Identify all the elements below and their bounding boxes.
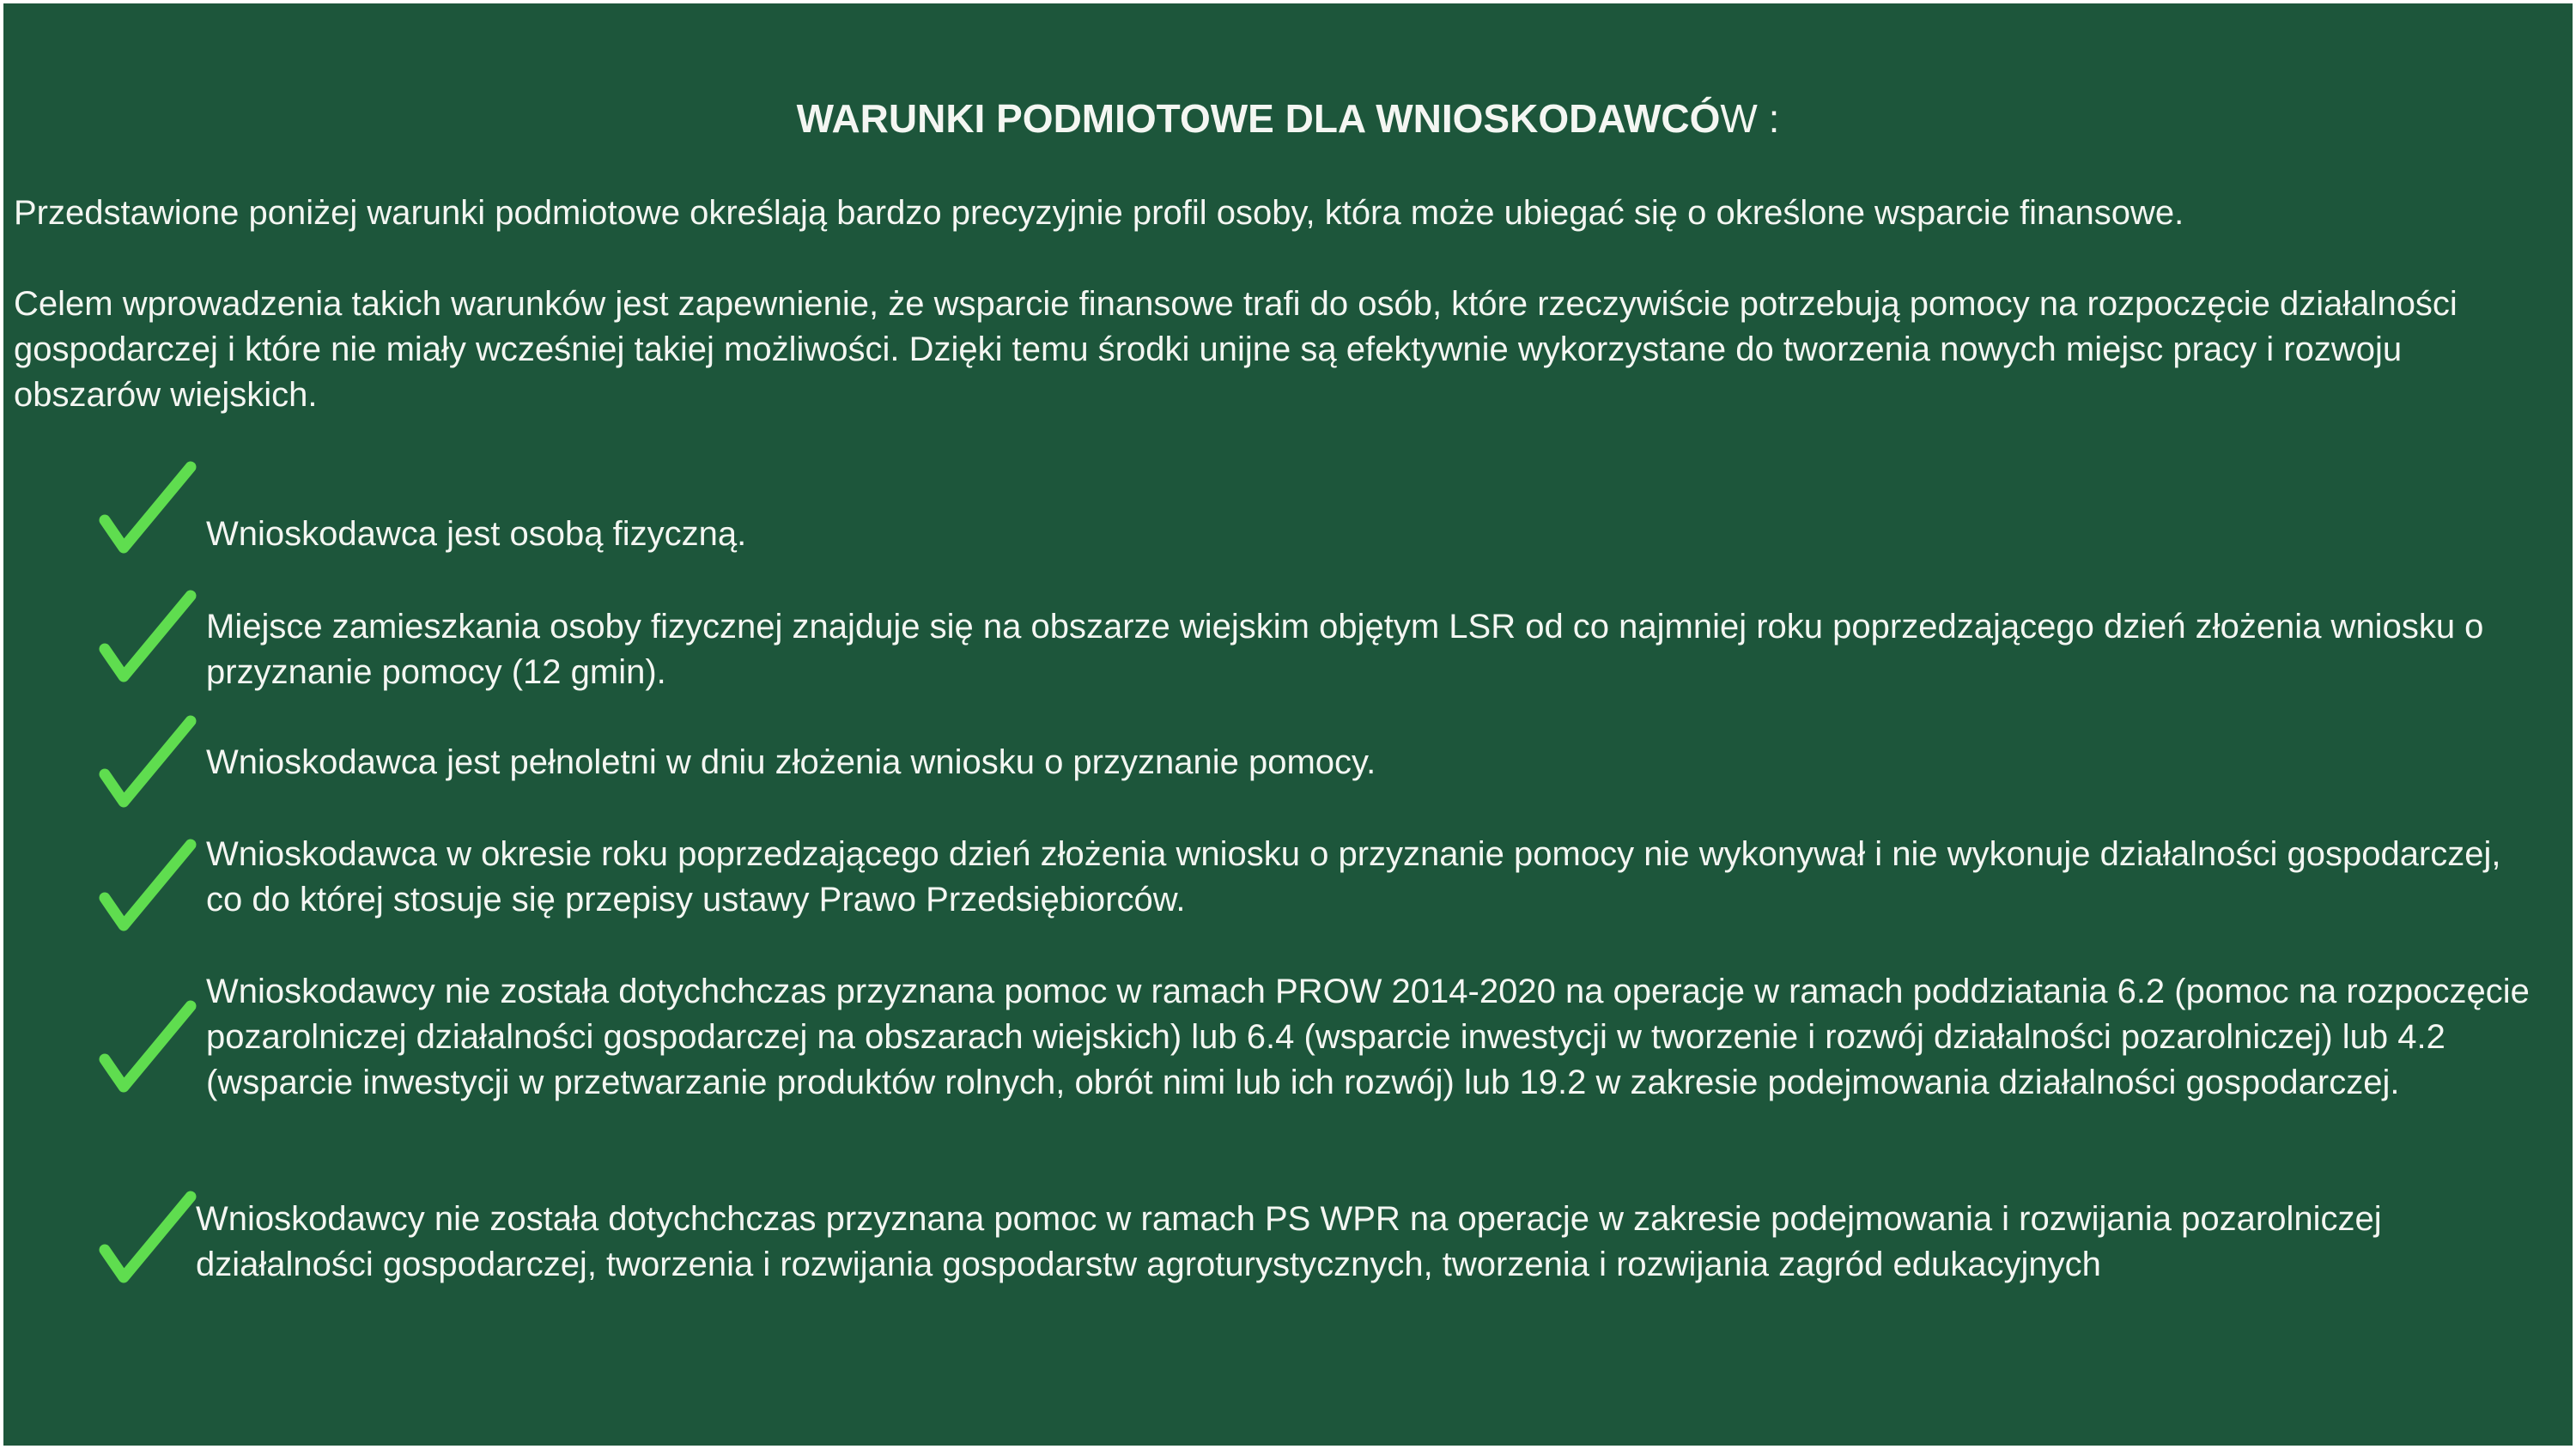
condition-text: Wnioskodawca w okresie roku poprzedzającego dzień złożenia wniosku o przyznanie pomocy nie wykonywał i nie wykonuje działalności gospodarczej, co do której stosuje się przepisy ustawy Prawo Przedsiębiorców.: [206, 835, 2501, 919]
checkmark-icon: [98, 997, 201, 1100]
purpose-paragraph: Celem wprowadzenia takich warunków jest zapewnienie, że wsparcie finansowe trafi do osób, które rzeczywiście potrzebują pomocy na rozpoczęcie działalności gospodarczej i które nie miały wcześniej takiej możliwości. Dzięki temu środki unijne są efektywnie wykorzystane do tworzenia nowych miejsc pracy i rozwoju obszarów wiejskich.: [14, 285, 2458, 414]
title-bold-part: WARUNKI PODMIOTOWE DLA WNIOSKODAWCÓ: [796, 96, 1721, 141]
checkmark-icon: [98, 836, 201, 939]
checkmark-icon: [98, 712, 201, 815]
condition-text: Miejsce zamieszkania osoby fizycznej znajduje się na obszarze wiejskim objętym LSR od co najmniej roku poprzedzającego dzień złożenia wniosku o przyznanie pomocy (12 gmin).: [206, 608, 2484, 691]
intro-paragraph: Przedstawione poniżej warunki podmiotowe określają bardzo precyzyjnie profil osoby, która może ubiegać się o określone wsparcie finansowe.: [14, 194, 2184, 232]
condition-text: Wnioskodawcy nie została dotychchczas przyznana pomoc w ramach PROW 2014-2020 na operacje w ramach poddziatania 6.2 (pomoc na rozpoczęcie pozarolniczej działalności gospodarczej na obszarach wiejskich) lub 6.4 (wsparcie inwestycji w tworzenie i rozwój działalności pozarolniczej) lub 4.2 (wsparcie inwestycji w przetwarzanie produktów rolnych, obrót nimi lub ich rozwój) lub 19.2 w zakresie podejmowania działalności gospodarczej.: [206, 973, 2530, 1101]
checkmark-icon: [98, 1188, 201, 1291]
slide: [3, 3, 2573, 1446]
checkmark-icon: [98, 587, 201, 690]
checkmark-icon: [98, 458, 201, 561]
page-title: [3, 91, 2573, 146]
title-rest-part: W :: [1720, 96, 1780, 141]
condition-text: Wnioskodawca jest pełnoletni w dniu złożenia wniosku o przyznanie pomocy.: [206, 743, 1376, 781]
condition-text: Wnioskodawcy nie została dotychchczas przyznana pomoc w ramach PS WPR na operacje w zakresie podejmowania i rozwijania pozarolniczej działalności gospodarczej, tworzenia i rozwijania gospodarstw agroturystycznych, tworzenia i rozwijania zagród edukacyjnych: [196, 1200, 2382, 1283]
condition-text: Wnioskodawca jest osobą fizyczną.: [206, 515, 747, 553]
